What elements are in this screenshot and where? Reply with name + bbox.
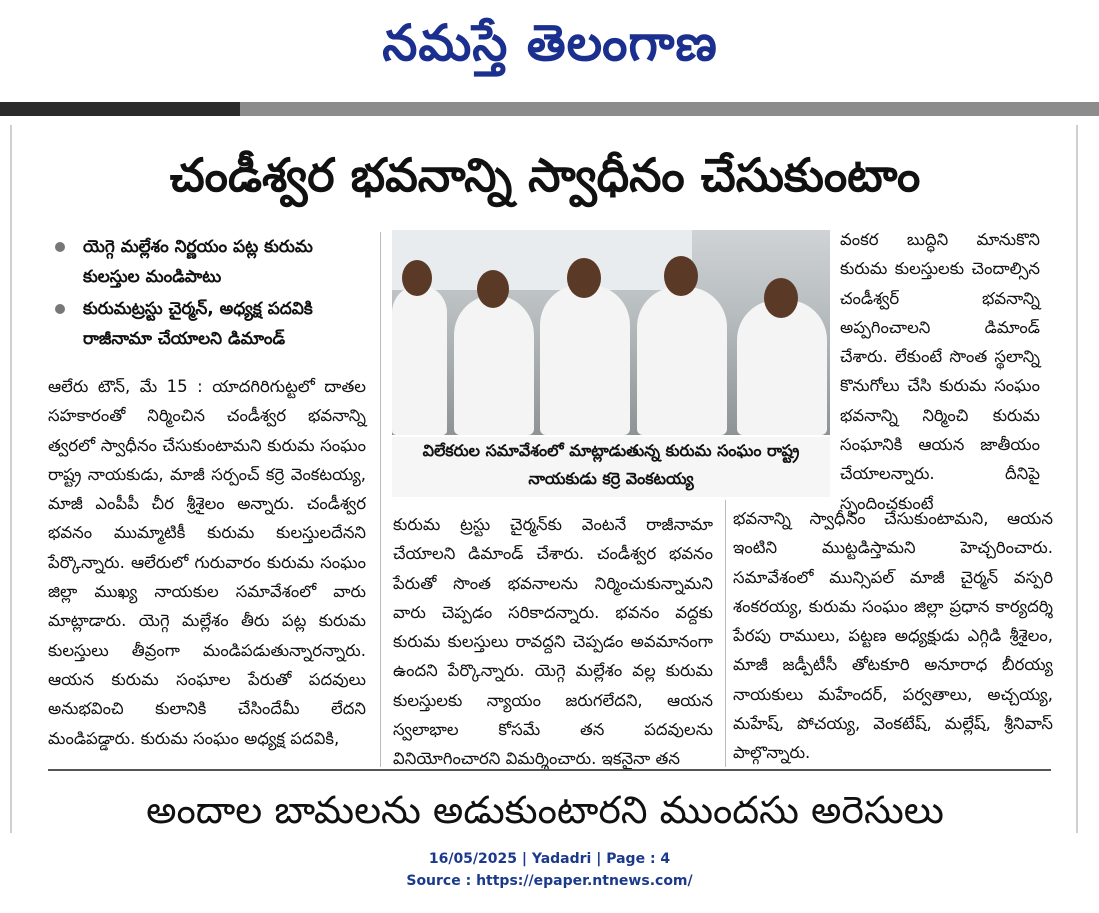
- article-headline: చండీశ్వర భవనాన్ని స్వాధీనం చేసుకుంటాం: [169, 148, 921, 202]
- column-divider: [725, 500, 726, 767]
- source-link[interactable]: Source : https://epaper.ntnews.com/: [406, 873, 693, 889]
- masthead-rule-grey: [240, 102, 1099, 116]
- photo-person: [540, 285, 630, 435]
- highlight-bullet: [45, 232, 375, 292]
- highlight-bullet: [45, 294, 375, 354]
- photo-person: [454, 295, 534, 435]
- section-divider: [48, 769, 1051, 771]
- newspaper-logo: నమస్తే తెలంగాణ: [382, 13, 718, 72]
- article-column-1: ఆలేరు టౌన్, మే 15 : యాదగిరిగుట్టలో దాతల సహకారంతో నిర్మించిన చండీశ్వర భవనాన్ని త్వరలో స్వాధీనం చేసుకుంటామని కురుమ సంఘం రాష్ట్ర నాయకుడు, మాజీ సర్పంచ్ కర్రె వెంకటయ్య, మాజీ ఎంపీపీ చీర శ్రీశైలం అన్నారు. చండీశ్వర భవనం ముమ్మాటికీ కురుమ కులస్తులదేనని పేర్కొన్నారు. ఆలేరులో గురువారం కురుమ సంఘం జిల్లా ముఖ్య నాయకుల సమావేశంలో వారు మాట్లాడారు. యెగ్గె మల్లేశం తీరు పట్ల కురుమ కులస్తులు తీవ్రంగా మండిపడుతున్నారన్నారు. ఆయన కురుమ సంఘాల పేరుతో పదవులు అనుభవించి కులానికి చేసిందేమీ లేదని మండిపడ్డారు. కురుమ సంఘం అధ్యక్ష పదవికి,: [48, 377, 366, 748]
- frame-border-right: [1076, 125, 1078, 833]
- news-photo: [392, 230, 830, 435]
- photo-person: [737, 300, 827, 435]
- next-article-headline: అందాల బామలను అడుకుంటారని ముందసు అరెసులు: [146, 788, 944, 832]
- highlight-text: యెగ్గె మల్లేశం నిర్ణయం పట్ల కురుమ కులస్తుల మండిపాటు: [83, 237, 313, 287]
- photo-person-head: [477, 270, 509, 308]
- photo-person-head: [664, 256, 698, 296]
- edition-info: 16/05/2025 | Yadadri | Page : 4: [428, 851, 671, 867]
- photo-person: [392, 285, 447, 435]
- masthead: [0, 0, 1099, 100]
- masthead-rule-dark: [0, 102, 240, 116]
- article-column-2: కురుమ ట్రస్టు చైర్మన్‌కు వెంటనే రాజీనామా చేయాలని డిమాండ్ చేశారు. చండీశ్వర భవనం పేరుతో సొంత భవనాలను నిర్మించుకున్నామని వారు చెప్పడం సరికాదన్నారు. భవనం వద్దకు కురుమ కులస్తులు రావద్దని చెప్పడం అవమానంగా ఉందని పేర్కొన్నారు. యెగ్గె మల్లేశం వల్ల కురుమ కులస్తులకు న్యాయం జరుగలేదని, ఆయన స్వలాభాల కోసమే తన పదవులను వినియోగించారని విమర్శించారు. ఇకనైనా తన: [393, 515, 713, 769]
- bullet-dot-icon: [55, 242, 65, 252]
- photo-person: [637, 287, 727, 435]
- highlight-text: కురుమట్రస్టు చైర్మన్, అధ్యక్ష పదవికి రాజీనామా చేయాలని డిమాండ్: [83, 299, 313, 349]
- photo-person-head: [567, 258, 601, 298]
- photo-person-head: [402, 260, 432, 296]
- article-column-3: వంకర బుద్ధిని మానుకొని కురుమ కులస్తులకు చెందాల్సిన చండీశ్వర్ భవనాన్ని అప్పగించాలని డిమాండ్ చేశారు. లేకుంటే సొంత స్థలాన్ని కొనుగోలు చేసి కురుమ సంఘం భవనాన్ని నిర్మించి కురుమ సంఘానికి ఆయన జాతీయం చేయాలన్నారు. దీనిపై స్పందించకుంటే: [840, 230, 1040, 513]
- page-footer: [0, 848, 1099, 892]
- photo-person-head: [764, 278, 798, 318]
- photo-caption: విలేకరుల సమావేశంలో మాట్లాడుతున్న కురుమ సంఘం రాష్ట్ర నాయకుడు కర్రె వెంకటయ్య: [392, 437, 830, 497]
- highlight-bullets: [45, 232, 375, 356]
- article-column-4: భవనాన్ని స్వాధీనం చేసుకుంటామని, ఆయన ఇంటిని ముట్టడిస్తామని హెచ్చరించారు. సమావేశంలో మున్సిపల్ మాజీ చైర్మన్ వస్పరి శంకరయ్య, కురుమ సంఘం జిల్లా ప్రధాన కార్యదర్శి పేరపు రాములు, పట్టణ అధ్యక్షుడు ఎగ్గిడి శ్రీశైలం, మాజీ జడ్పీటీసీ తోటకూరి అనూరాధ బీరయ్య నాయకులు మహేందర్, పర్వతాలు, అచ్చయ్య, మహేష్, పోచయ్య, వెంకటేష్, మల్లేష్, శ్రీనివాస్ పాల్గొన్నారు.: [733, 509, 1053, 763]
- frame-border-left: [10, 125, 12, 833]
- column-divider: [380, 232, 381, 767]
- photo-background-car: [392, 230, 692, 290]
- bullet-dot-icon: [55, 304, 65, 314]
